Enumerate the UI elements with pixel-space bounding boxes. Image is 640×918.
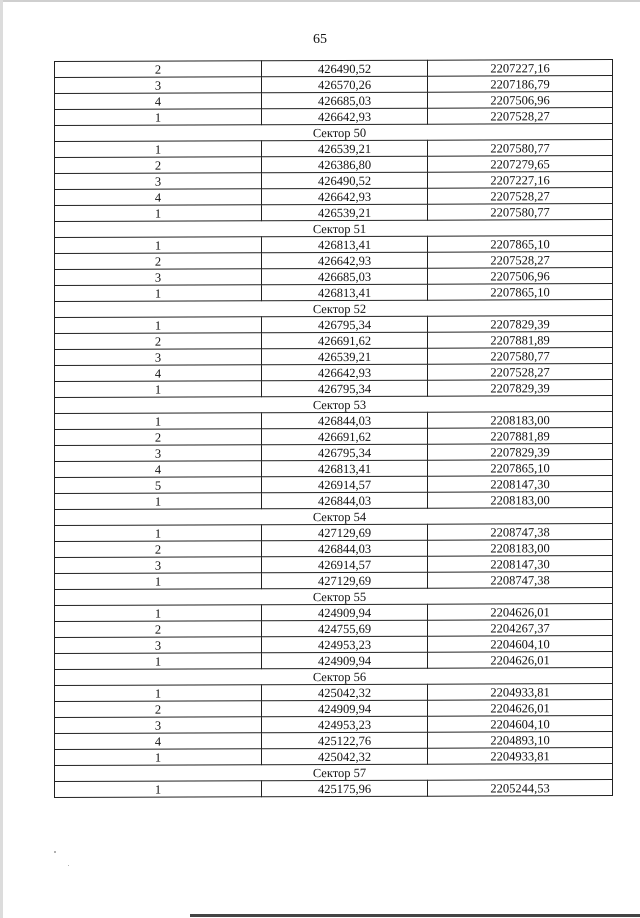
sector-label: Сектор 52 (55, 300, 613, 318)
x-coordinate-cell: 426539,21 (262, 204, 428, 221)
y-coordinate-cell: 2207279,65 (428, 156, 613, 173)
x-coordinate-cell: 424909,94 (262, 700, 428, 717)
y-coordinate-cell: 2204626,01 (428, 604, 613, 621)
y-coordinate-cell: 2207528,27 (428, 188, 613, 205)
sector-header-row (55, 764, 613, 782)
x-coordinate-cell: 426844,03 (262, 412, 428, 429)
x-coordinate-cell: 426813,41 (262, 460, 428, 477)
table-row (55, 364, 613, 382)
y-coordinate-cell: 2204604,10 (428, 716, 613, 733)
y-coordinate-cell: 2208183,00 (428, 412, 613, 429)
scan-edge-top (0, 0, 640, 2)
page-number: 65 (313, 32, 327, 47)
point-number-cell: 5 (55, 477, 262, 494)
x-coordinate-cell: 426539,21 (262, 348, 428, 365)
point-number-cell: 3 (55, 637, 262, 654)
y-coordinate-cell: 2205244,53 (428, 780, 613, 797)
table-row (55, 76, 613, 94)
point-number-cell: 3 (55, 445, 262, 462)
point-number-cell: 1 (55, 573, 262, 590)
y-coordinate-cell: 2207186,79 (428, 76, 613, 93)
point-number-cell: 1 (55, 237, 262, 254)
table-row (55, 284, 613, 302)
point-number-cell: 1 (55, 109, 262, 126)
x-coordinate-cell: 426813,41 (262, 236, 428, 253)
y-coordinate-cell: 2208183,00 (428, 540, 613, 557)
x-coordinate-cell: 424755,69 (262, 620, 428, 637)
y-coordinate-cell: 2207881,89 (428, 428, 613, 445)
sector-label: Сектор 51 (55, 220, 613, 238)
x-coordinate-cell: 427129,69 (262, 572, 428, 589)
y-coordinate-cell: 2207506,96 (428, 92, 613, 109)
x-coordinate-cell: 426813,41 (262, 284, 428, 301)
scan-edge-left (0, 0, 3, 918)
table-row (55, 60, 613, 78)
y-coordinate-cell: 2207865,10 (428, 284, 613, 301)
table-row (55, 348, 613, 366)
y-coordinate-cell: 2208747,38 (428, 572, 613, 589)
table-row (55, 460, 613, 478)
table-row (55, 636, 613, 654)
x-coordinate-cell: 426642,93 (262, 364, 428, 381)
x-coordinate-cell: 426490,52 (262, 172, 428, 189)
y-coordinate-cell: 2207865,10 (428, 236, 613, 253)
sector-label: Сектор 55 (55, 588, 613, 606)
point-number-cell: 3 (55, 557, 262, 574)
y-coordinate-cell: 2207506,96 (428, 268, 613, 285)
sector-header-row (55, 508, 613, 526)
x-coordinate-cell: 424909,94 (262, 652, 428, 669)
point-number-cell: 3 (55, 717, 262, 734)
point-number-cell: 1 (55, 285, 262, 302)
table-row (55, 476, 613, 494)
sector-header-row (55, 124, 613, 142)
y-coordinate-cell: 2204267,37 (428, 620, 613, 637)
y-coordinate-cell: 2204604,10 (428, 636, 613, 653)
y-coordinate-cell: 2204626,01 (428, 652, 613, 669)
point-number-cell: 3 (55, 77, 262, 94)
y-coordinate-cell: 2204893,10 (428, 732, 613, 749)
x-coordinate-cell: 426844,03 (262, 492, 428, 509)
x-coordinate-cell: 426914,57 (262, 556, 428, 573)
point-number-cell: 1 (55, 381, 262, 398)
x-coordinate-cell: 425042,32 (262, 748, 428, 765)
table-row (55, 524, 613, 542)
x-coordinate-cell: 426685,03 (262, 92, 428, 109)
x-coordinate-cell: 426642,93 (262, 108, 428, 125)
table-row (55, 748, 613, 766)
x-coordinate-cell: 425042,32 (262, 684, 428, 701)
table-row (55, 172, 613, 190)
point-number-cell: 1 (55, 781, 262, 798)
table-row (55, 380, 613, 398)
table-row (55, 316, 613, 334)
x-coordinate-cell: 426570,26 (262, 76, 428, 93)
x-coordinate-cell: 426490,52 (262, 60, 428, 77)
y-coordinate-cell: 2207829,39 (428, 316, 613, 333)
table-row (55, 188, 613, 206)
y-coordinate-cell: 2207227,16 (428, 60, 613, 77)
point-number-cell: 1 (55, 413, 262, 430)
point-number-cell: 2 (55, 253, 262, 270)
point-number-cell: 2 (55, 701, 262, 718)
table-row (55, 604, 613, 622)
x-coordinate-cell: 426691,62 (262, 428, 428, 445)
x-coordinate-cell: 424953,23 (262, 636, 428, 653)
table-row (55, 156, 613, 174)
x-coordinate-cell: 427129,69 (262, 524, 428, 541)
table-row (55, 444, 613, 462)
point-number-cell: 1 (55, 525, 262, 542)
table-row (55, 252, 613, 270)
point-number-cell: 4 (55, 733, 262, 750)
scan-edge-bottom (190, 914, 640, 917)
x-coordinate-cell: 426795,34 (262, 316, 428, 333)
point-number-cell: 1 (55, 749, 262, 766)
table-row (55, 556, 613, 574)
x-coordinate-cell: 426539,21 (262, 140, 428, 157)
y-coordinate-cell: 2207528,27 (428, 364, 613, 381)
y-coordinate-cell: 2204933,81 (428, 748, 613, 765)
table-row (55, 492, 613, 510)
point-number-cell: 2 (55, 429, 262, 446)
point-number-cell: 1 (55, 605, 262, 622)
point-number-cell: 3 (55, 269, 262, 286)
x-coordinate-cell: 426642,93 (262, 252, 428, 269)
point-number-cell: 4 (55, 189, 262, 206)
sector-header-row (55, 396, 613, 414)
scan-speck (54, 851, 56, 853)
point-number-cell: 2 (55, 333, 262, 350)
point-number-cell: 1 (55, 205, 262, 222)
x-coordinate-cell: 425175,96 (262, 780, 428, 797)
point-number-cell: 1 (55, 493, 262, 510)
x-coordinate-cell: 426795,34 (262, 444, 428, 461)
table-row (55, 652, 613, 670)
x-coordinate-cell: 426795,34 (262, 380, 428, 397)
sector-label: Сектор 57 (55, 764, 613, 782)
table-row (55, 572, 613, 590)
point-number-cell: 4 (55, 461, 262, 478)
point-number-cell: 1 (55, 685, 262, 702)
sector-label: Сектор 54 (55, 508, 613, 526)
table-row (55, 540, 613, 558)
sector-header-row (55, 588, 613, 606)
coordinates-table (54, 59, 613, 798)
table-row (55, 332, 613, 350)
table-row (55, 140, 613, 158)
point-number-cell: 1 (55, 317, 262, 334)
point-number-cell: 2 (55, 621, 262, 638)
y-coordinate-cell: 2207580,77 (428, 348, 613, 365)
y-coordinate-cell: 2208147,30 (428, 556, 613, 573)
table-row (55, 268, 613, 286)
point-number-cell: 2 (55, 61, 262, 78)
y-coordinate-cell: 2208183,00 (428, 492, 613, 509)
y-coordinate-cell: 2207865,10 (428, 460, 613, 477)
y-coordinate-cell: 2207829,39 (428, 444, 613, 461)
y-coordinate-cell: 2208747,38 (428, 524, 613, 541)
y-coordinate-cell: 2207829,39 (428, 380, 613, 397)
table-row (55, 412, 613, 430)
y-coordinate-cell: 2207580,77 (428, 204, 613, 221)
x-coordinate-cell: 426844,03 (262, 540, 428, 557)
table-row (55, 700, 613, 718)
table-row (55, 204, 613, 222)
x-coordinate-cell: 426914,57 (262, 476, 428, 493)
point-number-cell: 3 (55, 349, 262, 366)
table-row (55, 236, 613, 254)
scan-speck (68, 865, 69, 866)
x-coordinate-cell: 426642,93 (262, 188, 428, 205)
point-number-cell: 1 (55, 141, 262, 158)
table-row (55, 428, 613, 446)
y-coordinate-cell: 2207580,77 (428, 140, 613, 157)
sector-label: Сектор 56 (55, 668, 613, 686)
sector-header-row (55, 300, 613, 318)
sector-header-row (55, 220, 613, 238)
table-row (55, 732, 613, 750)
y-coordinate-cell: 2204626,01 (428, 700, 613, 717)
y-coordinate-cell: 2207528,27 (428, 108, 613, 125)
point-number-cell: 1 (55, 653, 262, 670)
x-coordinate-cell: 424909,94 (262, 604, 428, 621)
coordinates-table-body (55, 60, 613, 798)
table-row (55, 684, 613, 702)
x-coordinate-cell: 425122,76 (262, 732, 428, 749)
sector-label: Сектор 50 (55, 124, 613, 142)
table-row (55, 716, 613, 734)
y-coordinate-cell: 2207528,27 (428, 252, 613, 269)
point-number-cell: 4 (55, 93, 262, 110)
y-coordinate-cell: 2204933,81 (428, 684, 613, 701)
x-coordinate-cell: 426386,80 (262, 156, 428, 173)
table-row (55, 620, 613, 638)
x-coordinate-cell: 426685,03 (262, 268, 428, 285)
y-coordinate-cell: 2207881,89 (428, 332, 613, 349)
x-coordinate-cell: 426691,62 (262, 332, 428, 349)
sector-label: Сектор 53 (55, 396, 613, 414)
y-coordinate-cell: 2207227,16 (428, 172, 613, 189)
table-row (55, 108, 613, 126)
point-number-cell: 3 (55, 173, 262, 190)
x-coordinate-cell: 424953,23 (262, 716, 428, 733)
table-row (55, 92, 613, 110)
y-coordinate-cell: 2208147,30 (428, 476, 613, 493)
sector-header-row (55, 668, 613, 686)
table-row (55, 780, 613, 798)
point-number-cell: 2 (55, 157, 262, 174)
point-number-cell: 4 (55, 365, 262, 382)
point-number-cell: 2 (55, 541, 262, 558)
